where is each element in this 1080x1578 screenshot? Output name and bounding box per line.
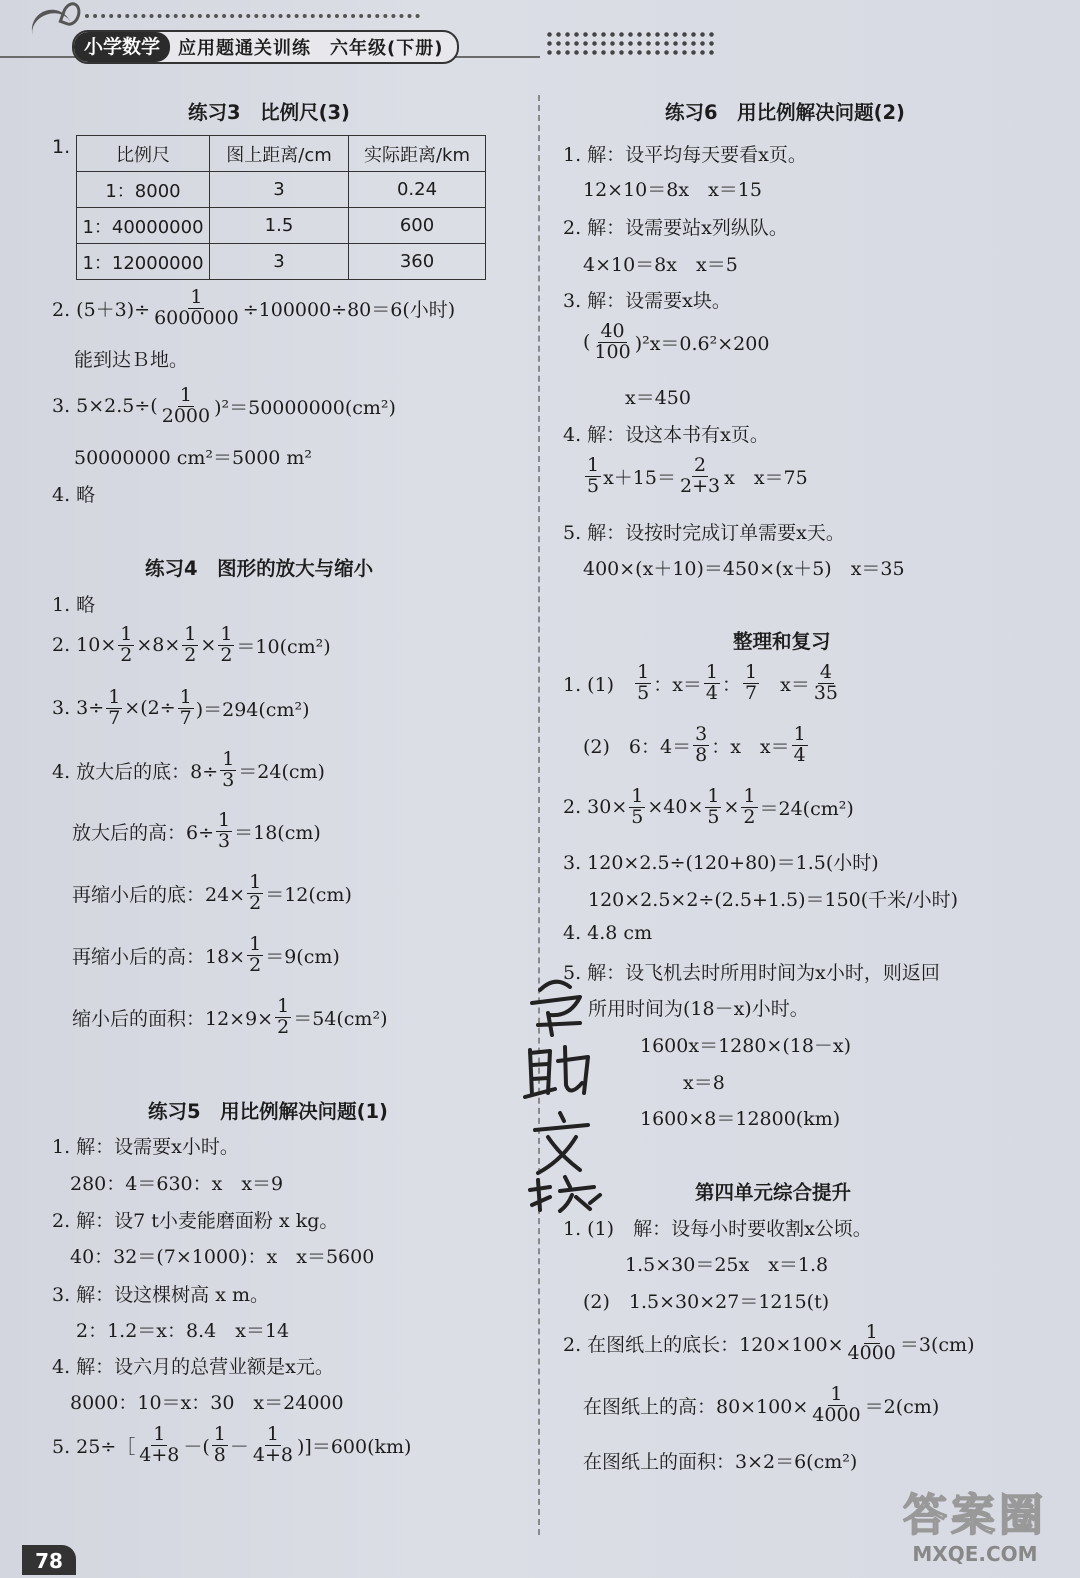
- answer-line: 2. 解：设需要站x列纵队。: [563, 217, 788, 239]
- answer-line: 4. 放大后的底：8÷ $\frac{1}{3}$ ＝24(cm): [52, 748, 325, 791]
- answer-line: 5. 解：设飞机去时所用时间为x小时，则返回: [563, 962, 940, 984]
- fraction: $\frac{1}{2}$: [249, 933, 262, 976]
- section-title-review: 整理和复习: [733, 630, 831, 653]
- table-header-row: [77, 136, 486, 172]
- answer-line: 3. 120×2.5÷(120+80)＝1.5(小时): [563, 852, 879, 874]
- answer-line: ( 40 100 )²x＝0.6²×200: [583, 320, 770, 363]
- table-cell: 600: [349, 208, 486, 244]
- fraction: $\frac{1}{7}$: [108, 686, 121, 729]
- answer-line: 1. (1) 解：设每小时要收割x公顷。: [563, 1218, 872, 1240]
- fraction: 2 2+3: [680, 454, 721, 497]
- fraction: $\frac{1}{2}$: [120, 623, 133, 666]
- answer-line: 4. 解：设这本书有x页。: [563, 424, 769, 446]
- answer-line: 40：32＝(7×1000)：x x＝5600: [70, 1246, 375, 1268]
- section-title-unit4: 第四单元综合提升: [695, 1181, 852, 1204]
- answer-line: 在图纸上的高：80×100× $\frac{1}{4000}$ ＝2(cm): [583, 1383, 940, 1426]
- answer-line: 1. 解：设平均每天要看x页。: [563, 144, 807, 166]
- answer-line: 所用时间为(18－x)小时。: [588, 998, 809, 1020]
- section-title-ex4: 练习4 图形的放大与缩小: [145, 557, 374, 580]
- answer-line: 4. 解：设六月的总营业额是x元。: [52, 1356, 334, 1378]
- table-cell: 1：40000000: [77, 208, 210, 244]
- table-header: 图上距离/cm: [210, 136, 349, 172]
- answer-line: 5. 解：设按时完成订单需要x天。: [563, 522, 845, 544]
- section-title-ex5: 练习5 用比例解决问题(1): [148, 1100, 388, 1123]
- answer-line: (2) 1.5×30×27＝1215(t): [583, 1291, 830, 1313]
- fraction: $\frac{1}{4000}$: [847, 1321, 896, 1364]
- fraction: $\frac{1}{2}$: [184, 623, 197, 666]
- fraction: $\frac{1}{2}$: [277, 995, 290, 1038]
- table-row: [77, 208, 486, 244]
- table-cell: 1：12000000: [77, 244, 210, 280]
- watermark-url: MXQE.COM: [912, 1542, 1038, 1566]
- answer-line: 4. 4.8 cm: [563, 922, 653, 944]
- answer-line: 400×(x＋10)＝450×(x＋5) x＝35: [583, 558, 905, 580]
- answer-line: 能到达Ｂ地。: [74, 349, 189, 371]
- table-header: 实际距离/km: [349, 136, 486, 172]
- fraction: $\frac{1}{2}$: [743, 785, 756, 828]
- fraction: $\frac{1}{5}$: [707, 785, 720, 828]
- answer-line: (2) 6：4＝ 3 8 ：x x＝ 1 4: [583, 723, 806, 766]
- book-subtitle: 应用题通关训练 六年级(下册): [178, 38, 444, 59]
- fraction: $\frac{1}{4000}$: [812, 1383, 861, 1426]
- answer-line: 120×2.5×2÷(2.5+1.5)＝150(千米/小时): [588, 889, 958, 911]
- fraction: 3 8: [695, 723, 708, 766]
- table-cell: 1.5: [210, 208, 349, 244]
- answer-line: 280：4＝630：x x＝9: [70, 1173, 284, 1195]
- answer-line: 50000000 cm²＝5000 m²: [74, 447, 313, 469]
- answer-line: 在图纸上的面积：3×2＝6(cm²): [583, 1451, 858, 1473]
- answer-line: 4×10＝8x x＝5: [583, 254, 738, 276]
- answer-line: 再缩小后的高：18× $\frac{1}{2}$ ＝9(cm): [72, 933, 340, 976]
- watermark: [880, 1490, 1070, 1575]
- answer-line: 2：1.2＝x：8.4 x＝14: [76, 1320, 290, 1342]
- answer-line: 1600x＝1280×(18－x): [640, 1035, 852, 1057]
- fraction: 1 4: [793, 723, 806, 766]
- header-dots: [85, 14, 420, 18]
- section-title-ex3: 练习3 比例尺(3): [188, 101, 350, 124]
- header-dot-grid: [545, 30, 715, 58]
- table-row: [77, 244, 486, 280]
- fraction: 1 4: [705, 661, 718, 704]
- answer-line: 2. 解：设7 t小麦能磨面粉 x kg。: [52, 1210, 339, 1232]
- handwritten-note: [510, 965, 610, 1215]
- answer-line: x＝450: [625, 387, 691, 409]
- fraction: 1 5: [637, 661, 650, 704]
- fraction: 1 4+8: [139, 1423, 180, 1466]
- answer-line: 3. 5×2.5÷( 1 2000 )²＝50000000(cm²): [52, 384, 396, 427]
- scale-table: [76, 135, 486, 280]
- answer-line: 3. 3÷ $\frac{1}{7}$ ×(2÷ $\frac{1}{7}$ )＝294(cm²): [52, 686, 310, 729]
- answer-line: 12×10＝8x x＝15: [583, 179, 762, 201]
- watermark-main: 答案圈: [903, 1490, 1047, 1541]
- answer-line: 2. 10× $\frac{1}{2}$ ×8× $\frac{1}{2}$ × $\frac{1}{2}$ ＝10(cm²): [52, 623, 331, 666]
- answer-line: 2. 30× $\frac{1}{5}$ ×40× $\frac{1}{5}$ × $\frac{1}{2}$ ＝24(cm²): [563, 785, 854, 828]
- fraction: $\frac{1}{2}$: [220, 623, 233, 666]
- fraction: 4 35: [813, 661, 839, 704]
- table-cell: 3: [210, 244, 349, 280]
- table-cell: 0.24: [349, 172, 486, 208]
- fraction: 1 7: [745, 661, 758, 704]
- section-title-ex6: 练习6 用比例解决问题(2): [665, 101, 905, 124]
- fraction: $\frac{1}{3}$: [218, 809, 231, 852]
- table-row: [77, 172, 486, 208]
- table-cell: 3: [210, 172, 349, 208]
- answer-line: 5. 25÷［ 1 4+8 －( 1 8 － 1 4+8 )]＝600(km): [52, 1423, 412, 1466]
- answer-line: 2. 在图纸上的底长：120×100× $\frac{1}{4000}$ ＝3(cm): [563, 1321, 975, 1364]
- answer-line: 1 5 x＋15＝ 2 2+3 x x＝75: [587, 454, 808, 497]
- answer-line: 1. (1) 1 5 ：x＝ 1 4 ： 1 7 x＝ 4 35: [563, 661, 839, 704]
- table-cell: 360: [349, 244, 486, 280]
- answer-line: 再缩小后的底：24× $\frac{1}{2}$ ＝12(cm): [72, 871, 352, 914]
- answer-line: 3. 解：设这棵树高 x m。: [52, 1284, 269, 1306]
- answer-line: 3. 解：设需要x块。: [563, 290, 731, 312]
- answer-line: 缩小后的面积：12×9× $\frac{1}{2}$ ＝54(cm²): [72, 995, 388, 1038]
- answer-line: 1. 略: [52, 594, 96, 616]
- answer-line: 放大后的高：6÷ $\frac{1}{3}$ ＝18(cm): [72, 809, 321, 852]
- page-number: 78: [22, 1545, 76, 1575]
- fraction: $\frac{1}{7}$: [179, 686, 192, 729]
- fraction: 1 4+8: [252, 1423, 294, 1466]
- fraction: $\frac{1}{6000000}$: [154, 286, 239, 329]
- fraction: $\frac{1}{2}$: [249, 871, 262, 914]
- fraction: 1 8: [213, 1423, 226, 1466]
- answer-line: 1. 解：设需要x小时。: [52, 1136, 239, 1158]
- fraction: 1 5: [587, 454, 600, 497]
- answer-line: 1.5×30＝25x x＝1.8: [625, 1254, 829, 1276]
- fraction: $\frac{1}{5}$: [631, 785, 644, 828]
- q1-number: 1.: [52, 136, 71, 158]
- fraction: $\frac{1}{3}$: [222, 748, 235, 791]
- header-banner: [72, 30, 459, 64]
- answer-line: 8000：10＝x：30 x＝24000: [70, 1392, 344, 1414]
- answer-line: 4. 略: [52, 484, 96, 506]
- series-title: 小学数学: [74, 32, 170, 62]
- fraction: 1 2000: [161, 384, 211, 427]
- fraction: 40 100: [594, 320, 631, 363]
- table-cell: 1：8000: [77, 172, 210, 208]
- answer-line: 2. (5＋3)÷ $\frac{1}{6000000}$ ÷100000÷80＝6(小时): [52, 286, 456, 329]
- table-header: 比例尺: [77, 136, 210, 172]
- answer-line: 1600×8＝12800(km): [640, 1108, 841, 1130]
- answer-line: x＝8: [683, 1072, 725, 1094]
- column-divider: [538, 95, 540, 1535]
